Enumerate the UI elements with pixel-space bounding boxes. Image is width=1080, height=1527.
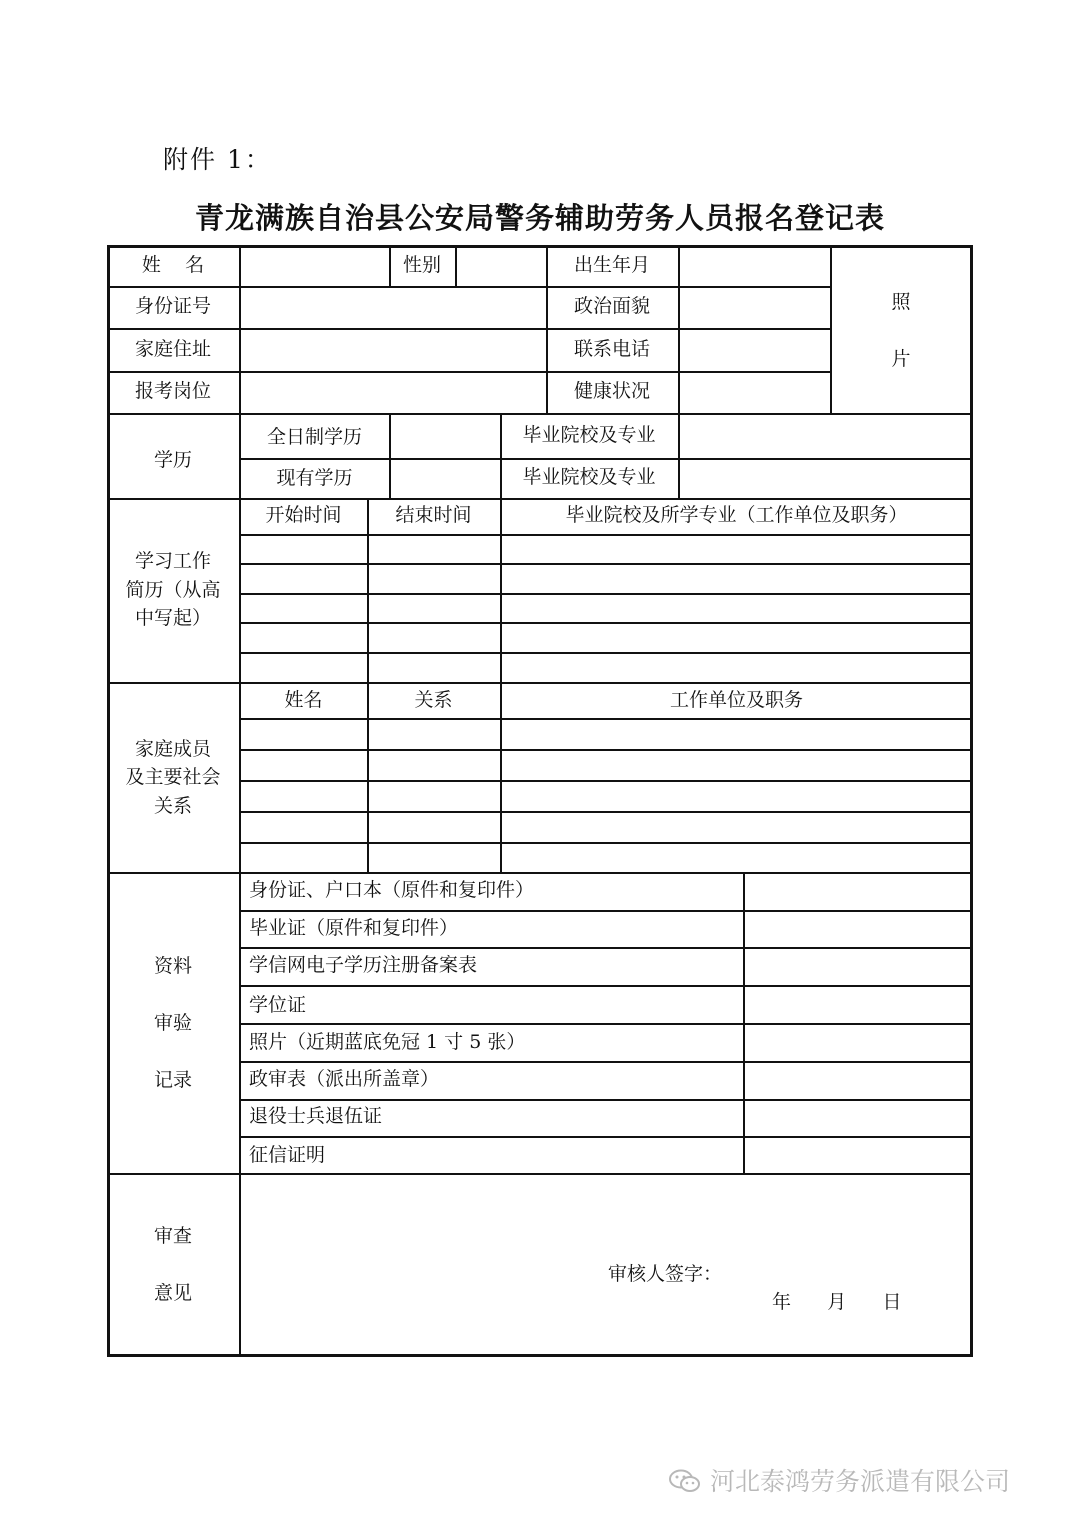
- materials-label-line-1: 资料: [153, 955, 192, 977]
- fulltime-education-field[interactable]: [391, 415, 500, 458]
- material-item: 退役士兵退伍证: [249, 1105, 383, 1127]
- id-number-label: 身份证号: [134, 295, 211, 317]
- gender-label: 性别: [402, 254, 441, 276]
- school1-field[interactable]: [680, 415, 970, 458]
- attachment-label: 附件 1：: [163, 145, 272, 174]
- review-date: 年 月 日: [772, 1291, 902, 1313]
- resume-label-line-3: 中写起）: [134, 607, 211, 629]
- school2-label: 毕业院校及专业: [522, 466, 656, 488]
- photo-label-char-2: 片: [891, 348, 911, 370]
- material-item: 征信证明: [249, 1144, 326, 1166]
- school2-field[interactable]: [680, 460, 970, 498]
- watermark-text: 河北泰鸿劳务派遣有限公司: [710, 1467, 1011, 1496]
- form-title: 青龙满族自治县公安局警务辅助劳务人员报名登记表: [194, 201, 885, 235]
- current-education-label: 现有学历: [276, 467, 353, 489]
- resume-start-header: 开始时间: [265, 504, 342, 526]
- family-rows[interactable]: [241, 720, 970, 872]
- political-field[interactable]: [680, 288, 830, 328]
- resume-label-line-1: 学习工作: [134, 550, 211, 572]
- name-label: 姓 名: [141, 254, 205, 276]
- name-field[interactable]: [241, 247, 389, 286]
- id-number-field[interactable]: [241, 288, 546, 328]
- grid-line: [107, 498, 973, 500]
- phone-field[interactable]: [680, 330, 830, 371]
- wechat-icon: [668, 1469, 702, 1493]
- material-item: 学位证: [249, 994, 307, 1016]
- materials-label-line-2: 审验: [153, 1012, 192, 1034]
- review-label-line-1: 审查: [153, 1225, 192, 1247]
- family-label-line-3: 关系: [153, 795, 192, 817]
- family-label-line-1: 家庭成员: [134, 738, 211, 760]
- resume-rows[interactable]: [241, 536, 970, 682]
- material-item: 学信网电子学历注册备案表: [249, 954, 478, 976]
- gender-field[interactable]: [457, 247, 546, 286]
- material-item: 毕业证（原件和复印件）: [249, 917, 459, 939]
- current-education-field[interactable]: [391, 460, 500, 498]
- school1-label: 毕业院校及专业: [522, 424, 656, 446]
- review-opinion-field[interactable]: [241, 1175, 970, 1354]
- family-relation-header: 关系: [414, 689, 453, 711]
- resume-label-line-2: 简历（从高: [125, 579, 221, 601]
- health-field[interactable]: [680, 373, 830, 413]
- address-label: 家庭住址: [134, 338, 211, 360]
- review-label-line-2: 意见: [153, 1282, 192, 1304]
- position-label: 报考岗位: [134, 380, 211, 402]
- family-label-line-2: 及主要社会: [125, 766, 221, 788]
- material-item: 照片（近期蓝底免冠 1 寸 5 张）: [249, 1031, 526, 1053]
- photo-label-char-1: 照: [891, 291, 911, 313]
- grid-line: [107, 682, 973, 684]
- material-check-column[interactable]: [745, 874, 970, 1173]
- phone-label: 联系电话: [573, 338, 650, 360]
- material-item: 政审表（派出所盖章）: [249, 1068, 440, 1090]
- political-label: 政治面貌: [573, 295, 650, 317]
- position-field[interactable]: [241, 373, 546, 413]
- materials-label-line-3: 记录: [153, 1069, 192, 1091]
- resume-detail-header: 毕业院校及所学专业（工作单位及职务）: [565, 504, 908, 526]
- health-label: 健康状况: [573, 380, 650, 402]
- birth-label: 出生年月: [573, 254, 650, 276]
- education-label: 学历: [153, 449, 192, 471]
- watermark: [668, 1462, 1010, 1498]
- fulltime-education-label: 全日制学历: [266, 426, 362, 448]
- resume-end-header: 结束时间: [395, 504, 472, 526]
- birth-field[interactable]: [680, 247, 830, 286]
- family-name-header: 姓名: [284, 689, 323, 711]
- material-item: 身份证、户口本（原件和复印件）: [249, 879, 535, 901]
- photo-field[interactable]: [832, 247, 970, 413]
- address-field[interactable]: [241, 330, 546, 371]
- family-work-header: 工作单位及职务: [669, 689, 803, 711]
- reviewer-signature-label: 审核人签字：: [608, 1263, 723, 1285]
